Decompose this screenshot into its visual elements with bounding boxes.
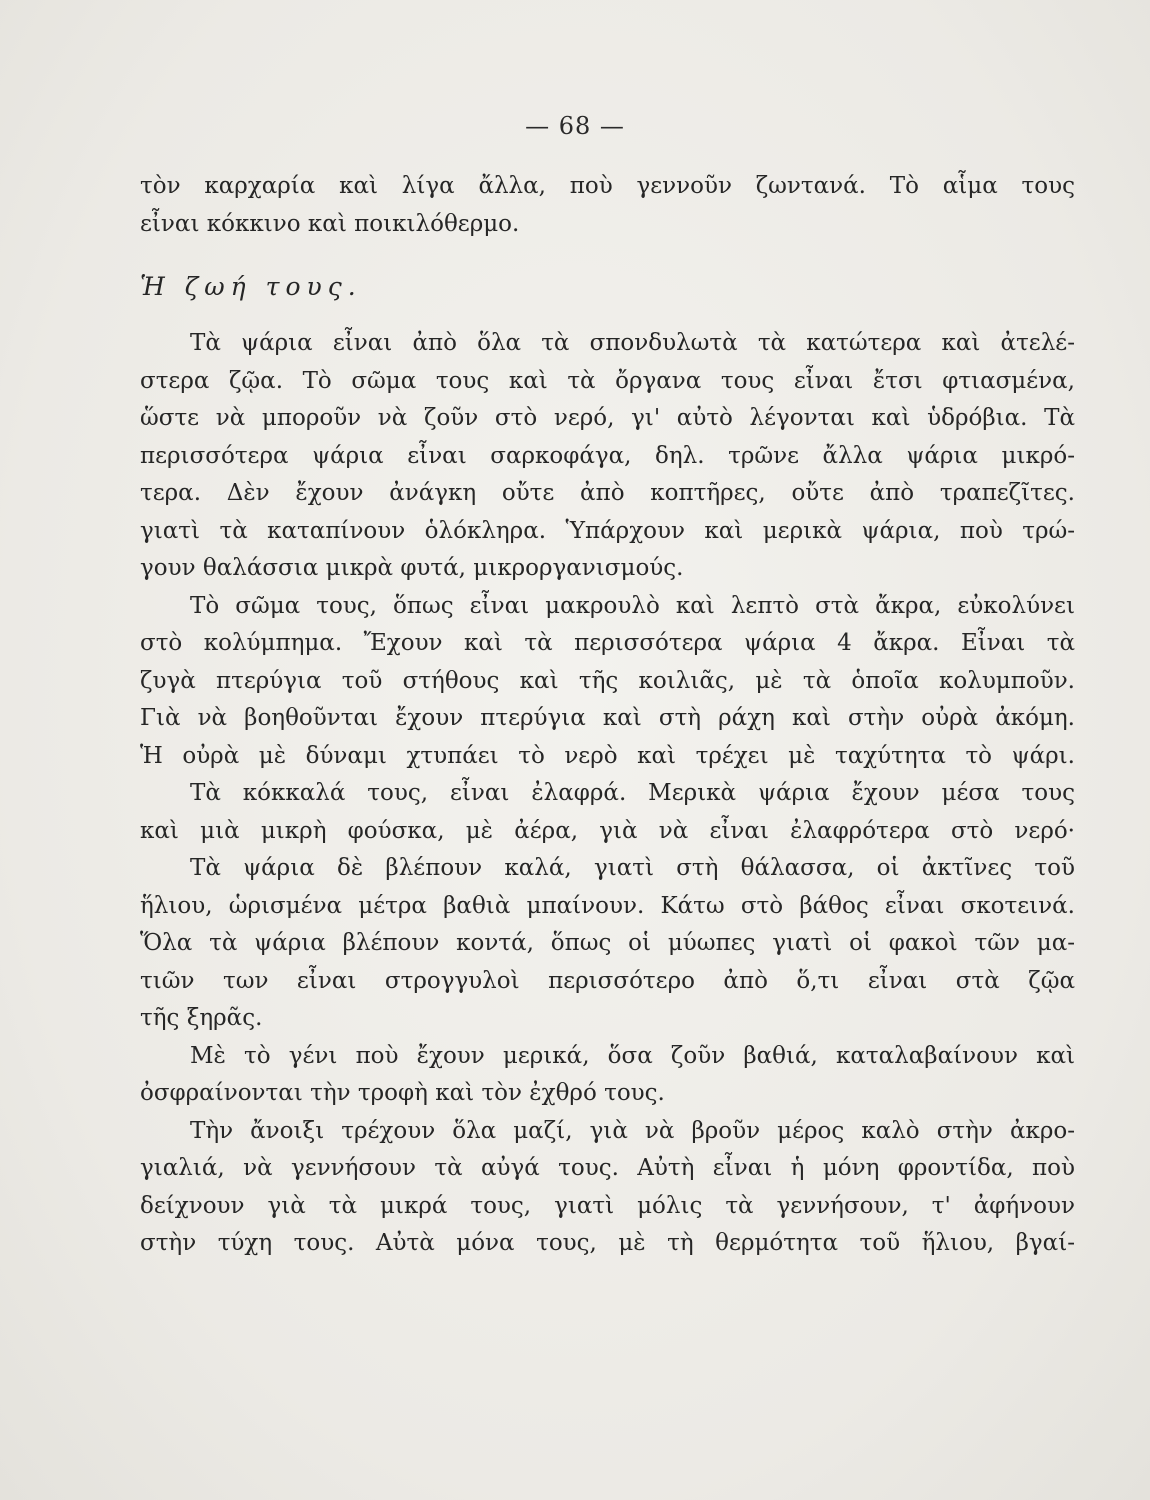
text-line: τερα. Δὲν ἔχουν ἀνάγκη οὔτε ἀπὸ κοπτῆρες, οὔτε ἀπὸ τραπεζῖτες.	[140, 480, 1075, 506]
text-line: εἶναι κόκκινο καὶ ποικιλόθερμο.	[140, 210, 520, 237]
text-line: Ὅλα τὰ ψάρια βλέπουν κοντά, ὅπως οἱ μύωπες γιατὶ οἱ φακοὶ τῶν μα-	[140, 930, 1075, 956]
text-line: ὥστε νὰ μποροῦν νὰ ζοῦν στὸ νερό, γι' αὐτὸ λέγονται καὶ ὑδρόβια. Τὰ	[140, 405, 1075, 431]
text-line: Τὰ ψάρια δὲ βλέπουν καλά, γιατὶ στὴ θάλασσα, οἱ ἀκτῖνες τοῦ	[190, 855, 1075, 881]
text-line: ζυγὰ πτερύγια τοῦ στήθους καὶ τῆς κοιλιᾶς, μὲ τὰ ὁποῖα κολυμποῦν.	[140, 667, 1075, 694]
text-line: Μὲ τὸ γένι ποὺ ἔχουν μερικά, ὅσα ζοῦν βαθιά, καταλαβαίνουν καὶ	[190, 1042, 1075, 1069]
text-line: περισσότερα ψάρια εἶναι σαρκοφάγα, δηλ. τρῶνε ἄλλα ψάρια μικρό-	[140, 442, 1075, 469]
text-line: γιαλιά, νὰ γεννήσουν τὰ αὐγά τους. Αὐτὴ εἶναι ἡ μόνη φροντίδα, ποὺ	[140, 1155, 1075, 1181]
text-line: τὸν καρχαρία καὶ λίγα ἄλλα, ποὺ γεννοῦν ζωντανά. Τὸ αἷμα τους	[140, 173, 1075, 199]
text-line: τῆς ξηρᾶς.	[140, 1005, 263, 1031]
text-line: Τὰ ψάρια εἶναι ἀπὸ ὅλα τὰ σπονδυλωτὰ τὰ κατώτερα καὶ ἀτελέ-	[190, 330, 1075, 356]
text-line: γουν θαλάσσια μικρὰ φυτά, μικροργανισμούς.	[140, 555, 684, 581]
text-line: στερα ζῷα. Τὸ σῶμα τους καὶ τὰ ὄργανα τους εἶναι ἔτσι φτιασμένα,	[140, 367, 1075, 394]
text-body	[140, 168, 1075, 1263]
text-line: ἥλιου, ὡρισμένα μέτρα βαθιὰ μπαίνουν. Κάτω στὸ βάθος εἶναι σκοτεινά.	[140, 892, 1075, 919]
text-line: γιατὶ τὰ καταπίνουν ὁλόκληρα. Ὑπάρχουν καὶ μερικὰ ψάρια, ποὺ τρώ-	[140, 517, 1075, 544]
text-line: Τὰ κόκκαλά τους, εἶναι ἐλαφρά. Μερικὰ ψάρια ἔχουν μέσα τους	[190, 780, 1075, 806]
section-heading: Ἡ ζωή τους.	[140, 272, 362, 301]
text-line: Τὴν ἄνοιξι τρέχουν ὅλα μαζί, γιὰ νὰ βροῦν μέρος καλὸ στὴν ἀκρο-	[190, 1117, 1075, 1144]
text-line: στὴν τύχη τους. Αὐτὰ μόνα τους, μὲ τὴ θερμότητα τοῦ ἥλιου, βγαί-	[140, 1230, 1075, 1256]
text-line: Ἡ οὐρὰ μὲ δύναμι χτυπάει τὸ νερὸ καὶ τρέχει μὲ ταχύτητα τὸ ψάρι.	[140, 742, 1075, 769]
text-line: Τὸ σῶμα τους, ὅπως εἶναι μακρουλὸ καὶ λεπτὸ στὰ ἄκρα, εὐκολύνει	[190, 592, 1075, 619]
text-line: Γιὰ νὰ βοηθοῦνται ἔχουν πτερύγια καὶ στὴ ράχη καὶ στὴν οὐρὰ ἀκόμη.	[140, 705, 1075, 731]
text-line: στὸ κολύμπημα. Ἔχουν καὶ τὰ περισσότερα ψάρια 4 ἄκρα. Εἶναι τὰ	[140, 630, 1075, 656]
page-number: — 68 —	[525, 112, 625, 140]
text-line: καὶ μιὰ μικρὴ φούσκα, μὲ ἀέρα, γιὰ νὰ εἶναι ἐλαφρότερα στὸ νερό·	[140, 817, 1075, 844]
text-line: τιῶν των εἶναι στρογγυλοὶ περισσότερο ἀπὸ ὅ,τι εἶναι στὰ ζῷα	[140, 967, 1075, 994]
text-line: ὀσφραίνονται τὴν τροφὴ καὶ τὸν ἐχθρό τους.	[140, 1080, 665, 1106]
text-line: δείχνουν γιὰ τὰ μικρά τους, γιατὶ μόλις τὰ γεννήσουν, τ' ἀφήνουν	[140, 1192, 1075, 1219]
